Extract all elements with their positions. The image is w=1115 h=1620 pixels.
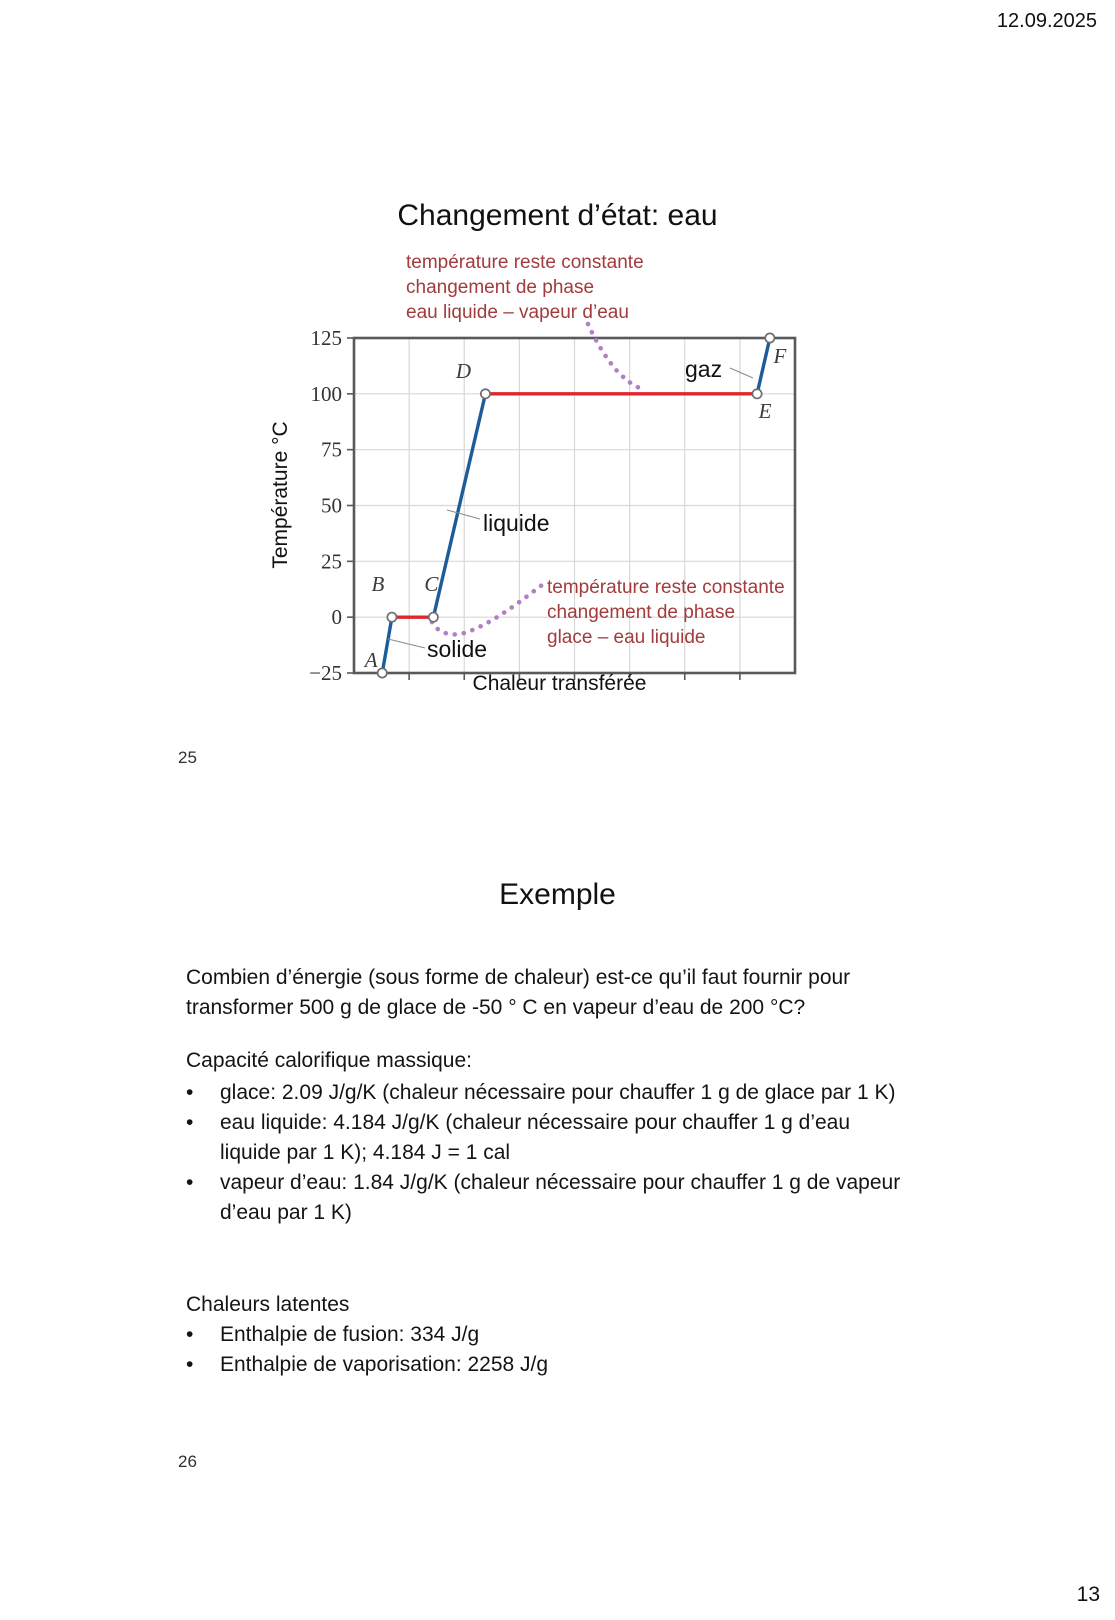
point-marker-F (765, 333, 774, 342)
phase-change-chart (255, 310, 815, 710)
y-tick-label: 125 (310, 326, 342, 350)
point-label-B: B (371, 572, 385, 597)
phase-label-liquide: liquide (483, 510, 550, 536)
capacity-list (186, 1078, 910, 1228)
point-label-F: F (773, 344, 787, 368)
point-label-C: C (424, 572, 439, 597)
list-item (186, 1320, 910, 1350)
page-number: 13 (1076, 1583, 1100, 1606)
leader-line (447, 510, 480, 519)
point-marker-C (429, 613, 438, 622)
list-item-text: Enthalpie de fusion: 334 J/g (220, 1323, 480, 1346)
phase-label-gaz: gaz (685, 356, 723, 382)
y-tick-label: 50 (321, 493, 342, 518)
date-label: 12.09.2025 (996, 10, 1097, 32)
x-axis-label: Chaleur transférée (472, 672, 647, 695)
slide2-number: 26 (178, 1452, 197, 1471)
leader-line (730, 368, 753, 378)
list-item (186, 1108, 910, 1168)
y-tick-label: 25 (321, 549, 342, 574)
annotation-line: eau liquide – vapeur d’eau (406, 302, 629, 323)
list-item-text: eau liquide: 4.184 J/g/K (chaleur nécessaire pour chauffer 1 g d’eau liquide par 1 K); 4.184 J = 1 cal (220, 1111, 851, 1164)
bullet-icon: • (186, 1081, 194, 1104)
curve-segment-chauffage-solide (382, 617, 392, 673)
annotation-line: température reste constante (406, 252, 644, 273)
chart-canvas (255, 310, 815, 710)
point-label-A: A (364, 648, 378, 672)
annotation-line: température reste constante (547, 577, 785, 598)
slide2-title: Exemple (499, 878, 616, 911)
bullet-icon: • (186, 1171, 194, 1194)
slide1-number: 25 (178, 748, 197, 767)
slide1-title: Changement d’état: eau (397, 199, 718, 232)
leader-line (388, 639, 425, 648)
phase-label-solide: solide (427, 636, 488, 662)
list-item (186, 1168, 910, 1228)
latent-list (186, 1320, 910, 1380)
y-tick-label: 75 (321, 437, 342, 462)
dotted-annotation-curve (588, 324, 642, 389)
list-item-text: glace: 2.09 J/g/K (chaleur nécessaire pour chauffer 1 g de glace par 1 K) (220, 1081, 896, 1104)
point-label-D: D (455, 358, 472, 383)
curve-segment-chauffage-gaz (757, 338, 770, 394)
annotation-line: glace – eau liquide (547, 627, 706, 648)
y-tick-label: 100 (310, 381, 342, 406)
list-item-text: vapeur d’eau: 1.84 J/g/K (chaleur nécessaire pour chauffer 1 g de vapeur d’eau par 1 K) (220, 1171, 901, 1224)
capacity-heading: Capacité calorifique massique: (186, 1049, 472, 1072)
annotation-fusion (547, 575, 785, 650)
point-marker-D (481, 389, 490, 398)
list-item (186, 1350, 910, 1380)
annotation-line: changement de phase (406, 277, 595, 298)
point-marker-A (378, 668, 387, 677)
point-marker-B (387, 613, 396, 622)
question-paragraph: Combien d’énergie (sous forme de chaleur) est-ce qu’il faut fournir pour transformer 500 g de glace de -50 ° C en vapeur d’eau de 200 °C? (186, 966, 851, 1019)
point-marker-E (752, 389, 761, 398)
bullet-icon: • (186, 1323, 194, 1346)
latent-heading: Chaleurs latentes (186, 1293, 350, 1316)
y-tick-label: −25 (309, 661, 342, 685)
bullet-icon: • (186, 1353, 194, 1376)
list-item (186, 1078, 910, 1108)
y-tick-label: 0 (331, 605, 342, 630)
list-item-text: Enthalpie de vaporisation: 2258 J/g (220, 1353, 549, 1376)
annotation-line: changement de phase (547, 602, 736, 623)
point-label-E: E (758, 398, 772, 423)
y-axis-label: Température °C (269, 421, 292, 569)
dotted-annotation-curve (432, 582, 546, 634)
bullet-icon: • (186, 1111, 194, 1134)
